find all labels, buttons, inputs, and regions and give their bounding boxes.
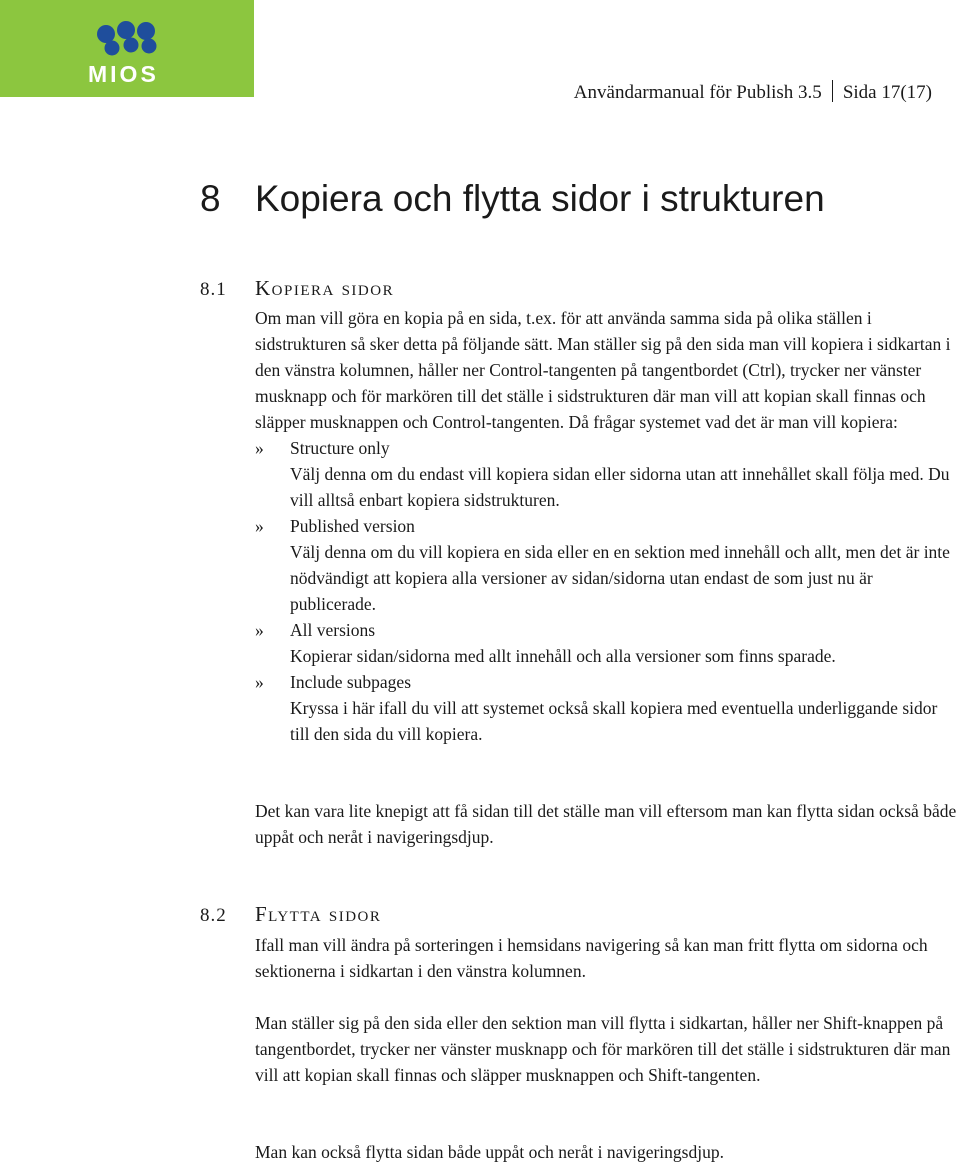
- logo-text: MIOS: [88, 61, 159, 87]
- section-body-copy: [255, 305, 960, 747]
- option-description: Välj denna om du endast vill kopiera sidan eller sidorna utan att innehållet skall följa med. Du vill alltså enbart kopiera sidstrukturen.: [290, 464, 950, 510]
- option-title: Structure only: [290, 438, 390, 458]
- bullet-marker: »: [255, 438, 264, 458]
- bullet-marker: »: [255, 672, 264, 692]
- option-description: Kopierar sidan/sidorna med allt innehåll och alla versioner som finns sparade.: [290, 646, 836, 666]
- option-title: Include subpages: [290, 672, 412, 692]
- option-title: Published version: [290, 516, 415, 536]
- mios-logo-mark: [0, 0, 254, 97]
- list-item: [255, 617, 960, 669]
- paragraph: Man kan också flytta sidan både uppåt och neråt i navigeringsdjup.: [255, 1142, 724, 1162]
- list-item: [255, 513, 960, 617]
- mios-logo: [0, 0, 254, 97]
- running-header: [574, 80, 932, 104]
- outro-paragraph: Det kan vara lite knepigt att få sidan till det ställe man vill eftersom man kan flytta sidan också både uppåt och neråt i navigeringsdjup.: [255, 801, 957, 847]
- list-item: [255, 435, 960, 513]
- header-divider: [832, 80, 833, 102]
- section-title: Flytta sidor: [255, 902, 382, 926]
- manual-title: Användarmanual för Publish 3.5: [573, 82, 822, 103]
- section-body-move-2: [255, 1010, 960, 1088]
- section-body-move: [255, 932, 960, 984]
- paragraph: Ifall man vill ändra på sorteringen i hemsidans navigering så kan man fritt flytta om sidorna och sektionerna i sidkartan i den vänstra kolumnen.: [255, 935, 928, 981]
- bullet-marker: »: [255, 620, 264, 640]
- option-description: Välj denna om du vill kopiera en sida eller en en sektion med innehåll och allt, men det är inte nödvändigt att kopiera alla versioner av sidan/sidorna utan endast de som just nu är publicerade.: [290, 542, 950, 614]
- chapter-title: Kopiera och flytta sidor i strukturen: [255, 178, 825, 219]
- chapter-number: 8: [200, 178, 221, 219]
- bullet-marker: »: [255, 516, 264, 536]
- section-heading-move: [200, 902, 381, 927]
- intro-paragraph: Om man vill göra en kopia på en sida, t.ex. för att använda samma sida på olika ställen i sidstrukturen så sker detta på följande sätt. Man ställer sig på den sida man vill kopiera i sidkartan i den vänstra kolumnen, håller ner Control-tangenten på tangentbordet (Ctrl), trycker ner vänster musknapp och för markören till det ställe i sidstrukturen där man vill att kopian skall finnas och släpper musknappen och Control-tangenten. Då frågar systemet vad det är man vill kopiera:: [255, 308, 951, 432]
- list-item: [255, 669, 960, 747]
- paragraph: Man ställer sig på den sida eller den sektion man vill flytta i sidkartan, håller ner Shift-knappen på tangentbordet, trycker ner vänster musknapp och för markören till det ställe i sidstrukturen där man vill att kopian skall finnas och släpper musknappen och Shift-tangenten.: [255, 1013, 951, 1085]
- page-number: Sida 17(17): [842, 82, 932, 103]
- section-body-move-3: [255, 1139, 960, 1165]
- outro-block: [255, 798, 960, 850]
- section-number: 8.2: [200, 905, 227, 926]
- copy-options-list: [255, 435, 960, 747]
- section-heading-copy: [200, 276, 394, 301]
- section-number: 8.1: [200, 279, 227, 300]
- chapter-heading: [200, 178, 825, 220]
- option-title: All versions: [290, 620, 376, 640]
- option-description: Kryssa i här ifall du vill att systemet också skall kopiera med eventuella underliggande sidor till den sida du vill kopiera.: [290, 698, 938, 744]
- section-title: Kopiera sidor: [255, 276, 395, 300]
